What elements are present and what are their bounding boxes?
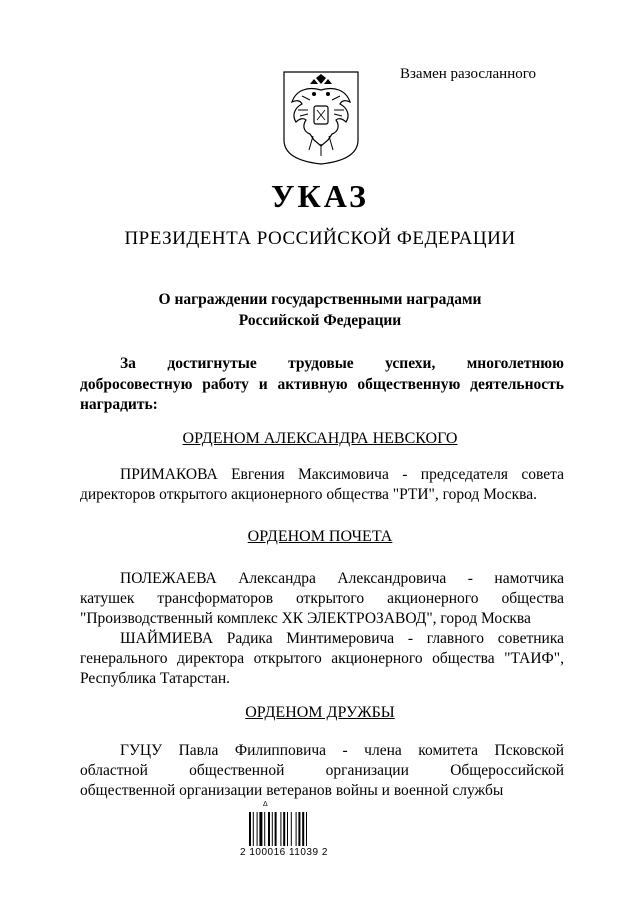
intro-line: За достигнутые трудовые успехи, многолетнюю (120, 355, 564, 372)
document-title: УКАЗ (271, 178, 369, 214)
award-line: Республика Татарстан. (80, 670, 231, 687)
coat-of-arms-icon (280, 70, 362, 166)
barcode-number: 2 100016 11039 2 (240, 847, 328, 858)
section-title: ОРДЕНОМ ПОЧЕТА (247, 528, 393, 545)
decree-heading-line: О награждении государственными наградами (158, 291, 482, 308)
award-line: областной общественной организации Общероссийской (80, 762, 564, 779)
award-line: генерального директора открытого акционерного общества "ТАИФ", (80, 650, 564, 667)
award-line: ПРИМАКОВА Евгения Максимовича - председателя совета (120, 466, 564, 483)
award-line: ГУЦУ Павла Филипповича - члена комитета Псковской (120, 742, 564, 759)
intro-line: добросовестную работу и активную общественную деятельность (80, 376, 564, 393)
award-line: ШАЙМИЕВА Радика Минтимеровича - главного советника (120, 630, 564, 647)
intro-line: наградить: (80, 396, 158, 413)
award-line: ПОЛЕЖАЕВА Александра Александровича - намотчика (120, 570, 564, 587)
decree-heading (120, 289, 520, 331)
decree-heading-line: Российской Федерации (238, 312, 402, 329)
barcode-icon (248, 812, 320, 846)
replacement-notice: Взамен разосланного (400, 66, 537, 82)
award-line: директоров открытого акционерного общества "РТИ", город Москва. (80, 486, 537, 503)
section-title: ОРДЕНОМ ДРУЖБЫ (245, 704, 395, 721)
award-line: общественной организации ветеранов войны и военной службы (80, 782, 504, 799)
document-subtitle: ПРЕЗИДЕНТА РОССИЙСКОЙ ФЕДЕРАЦИИ (124, 228, 516, 249)
section-title: ОРДЕНОМ АЛЕКСАНДРА НЕВСКОГО (182, 430, 458, 447)
award-line: "Производственный комплекс ХК ЭЛЕКТРОЗАВОД", город Москва (80, 610, 531, 627)
registration-mark: Δ (263, 801, 268, 808)
award-line: катушек трансформаторов открытого акционерного общества (80, 590, 564, 607)
